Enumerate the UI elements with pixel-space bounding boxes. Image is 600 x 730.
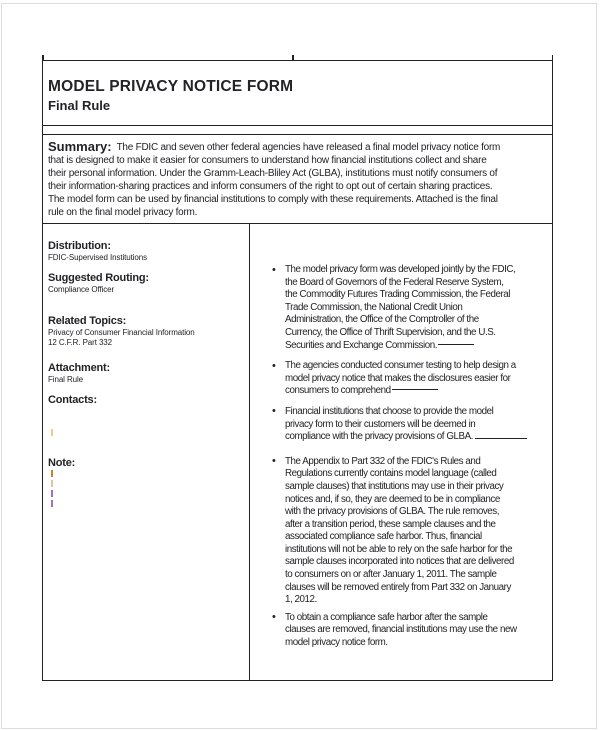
right-column	[250, 224, 552, 680]
note-link-marks	[48, 470, 243, 507]
bullet-line: sample clauses incorporated into notices that are delivered	[285, 556, 514, 568]
bullet-line: Currency, the Office of Thrift Supervision, and the U.S.	[285, 326, 496, 338]
section-attachment	[48, 362, 243, 385]
bullet-line: privacy form to their customers will be deemed in	[285, 418, 476, 430]
section-value: FDIC-Supervised Institutions	[48, 253, 148, 262]
trailing-line	[392, 389, 438, 390]
registration-tick-left	[42, 55, 44, 60]
page-title: MODEL PRIVACY NOTICE FORM	[48, 78, 294, 95]
summary-label: Summary:	[48, 139, 112, 154]
section-related-topics	[48, 315, 243, 348]
bullet-line: To obtain a compliance safe harbor after the sample	[285, 611, 488, 623]
section-label: Contacts:	[48, 394, 97, 406]
section-value: Compliance Officer	[48, 285, 115, 294]
bullet-line-text: consumers to comprehend	[285, 385, 391, 397]
summary-line	[48, 141, 548, 155]
section-suggested-routing	[48, 272, 243, 295]
bullet-line: 1, 2012.	[285, 594, 317, 606]
bullet-line: sample clauses) that institutions may use in their privacy	[285, 480, 504, 492]
rule-divider-strip	[43, 126, 552, 136]
summary-line: The model form can be used by financial institutions to comply with these requirements. Attached is the final	[48, 193, 498, 205]
bullet-dot-icon: •	[272, 359, 276, 372]
bullet-line: associated compliance safe harbor. Thus, financial	[285, 531, 482, 543]
summary-line: their personal information. Under the Gramm-Leach-Bliley Act (GLBA), institutions must notify consumers of	[48, 167, 498, 179]
summary-line: rule on the final model privacy form.	[48, 206, 198, 218]
section-label: Note:	[48, 457, 76, 469]
bullet-line: clauses are removed, financial institutions may use the new	[285, 624, 517, 636]
bullet-item	[250, 612, 550, 650]
section-value: 12 C.F.R. Part 332	[48, 338, 113, 347]
section-note	[48, 457, 243, 470]
bullet-line: Regulations currently contains model language (called	[285, 468, 497, 480]
document-frame	[42, 60, 553, 681]
bullet-line: The Appendix to Part 332 of the FDIC's Rules and	[285, 455, 481, 467]
two-column-body	[43, 224, 552, 680]
section-distribution	[48, 240, 243, 263]
summary-block	[43, 135, 552, 224]
trailing-line	[475, 438, 527, 439]
bullet-line: Financial institutions that choose to provide the model	[285, 405, 494, 417]
bullet-dot-icon: •	[272, 405, 276, 418]
bullet-line: The model privacy form was developed jointly by the FDIC,	[285, 264, 516, 275]
bullet-item	[250, 406, 550, 444]
bullet-line	[285, 385, 550, 398]
page-subtitle: Final Rule	[48, 98, 111, 113]
bullet-dot-icon: •	[272, 263, 276, 276]
section-label: Distribution:	[48, 240, 111, 252]
bullet-line-text: compliance with the privacy provisions of GLBA.	[285, 431, 473, 443]
note-link-mark	[51, 480, 53, 487]
bullet-line: clauses will be removed entirely from Part 332 on January	[285, 581, 511, 593]
bullet-line: to consumers on or after January 1, 2011. The sample	[285, 569, 497, 581]
bullet-line: model privacy notice that makes the disclosures easier for	[285, 372, 511, 384]
bullet-line: The agencies conducted consumer testing to help design a	[285, 360, 516, 372]
bullet-line: the Commodity Futures Trading Commission, the Federal	[285, 289, 510, 301]
bullet-line: the Board of Governors of the Federal Reserve System,	[285, 276, 504, 288]
bullet-line: with the privacy provisions of GLBA. The rule removes,	[285, 506, 500, 518]
note-link-mark	[51, 470, 53, 477]
bullet-line	[285, 431, 550, 444]
bullet-item	[250, 360, 550, 398]
contacts-link-mark	[51, 429, 53, 436]
bullet-line: model privacy notice form.	[285, 637, 388, 649]
summary-line: that is designed to make it easier for consumers to understand how financial institutions collect and share	[48, 154, 487, 166]
registration-tick-center	[292, 55, 294, 60]
note-link-mark	[51, 490, 53, 497]
registration-tick-right	[552, 55, 554, 60]
summary-text: The FDIC and seven other federal agencies have released a final model privacy notice form	[116, 142, 501, 153]
bullet-line: Administration, the Office of the Comptroller of the	[285, 314, 479, 326]
bullet-line: Trade Commission, the National Credit Union	[285, 301, 463, 313]
section-contacts	[48, 394, 243, 407]
section-value: Final Rule	[48, 375, 84, 384]
note-link-mark	[51, 500, 53, 507]
bullet-dot-icon: •	[272, 455, 276, 468]
bullet-item	[250, 456, 550, 607]
section-label: Suggested Routing:	[48, 272, 149, 284]
bullet-line: institutions will not be able to rely on the safe harbor for the	[285, 543, 513, 555]
summary-line: their information-sharing practices and inform consumers of the right to opt out of certain sharing practices.	[48, 180, 493, 192]
bullet-line: after a transition period, these sample clauses and the	[285, 518, 496, 530]
bullet-line	[285, 340, 550, 353]
section-value: Privacy of Consumer Financial Information	[48, 328, 195, 337]
bullet-line: notices and, if so, they are deemed to be in compliance	[285, 493, 500, 505]
title-block	[43, 61, 552, 126]
trailing-line	[438, 344, 474, 345]
bullet-dot-icon: •	[272, 611, 276, 624]
bullet-line-text: Securities and Exchange Commission.	[285, 339, 437, 351]
section-label: Attachment:	[48, 362, 110, 374]
bullet-item	[250, 264, 550, 352]
left-column	[43, 224, 250, 680]
section-label: Related Topics:	[48, 315, 127, 327]
